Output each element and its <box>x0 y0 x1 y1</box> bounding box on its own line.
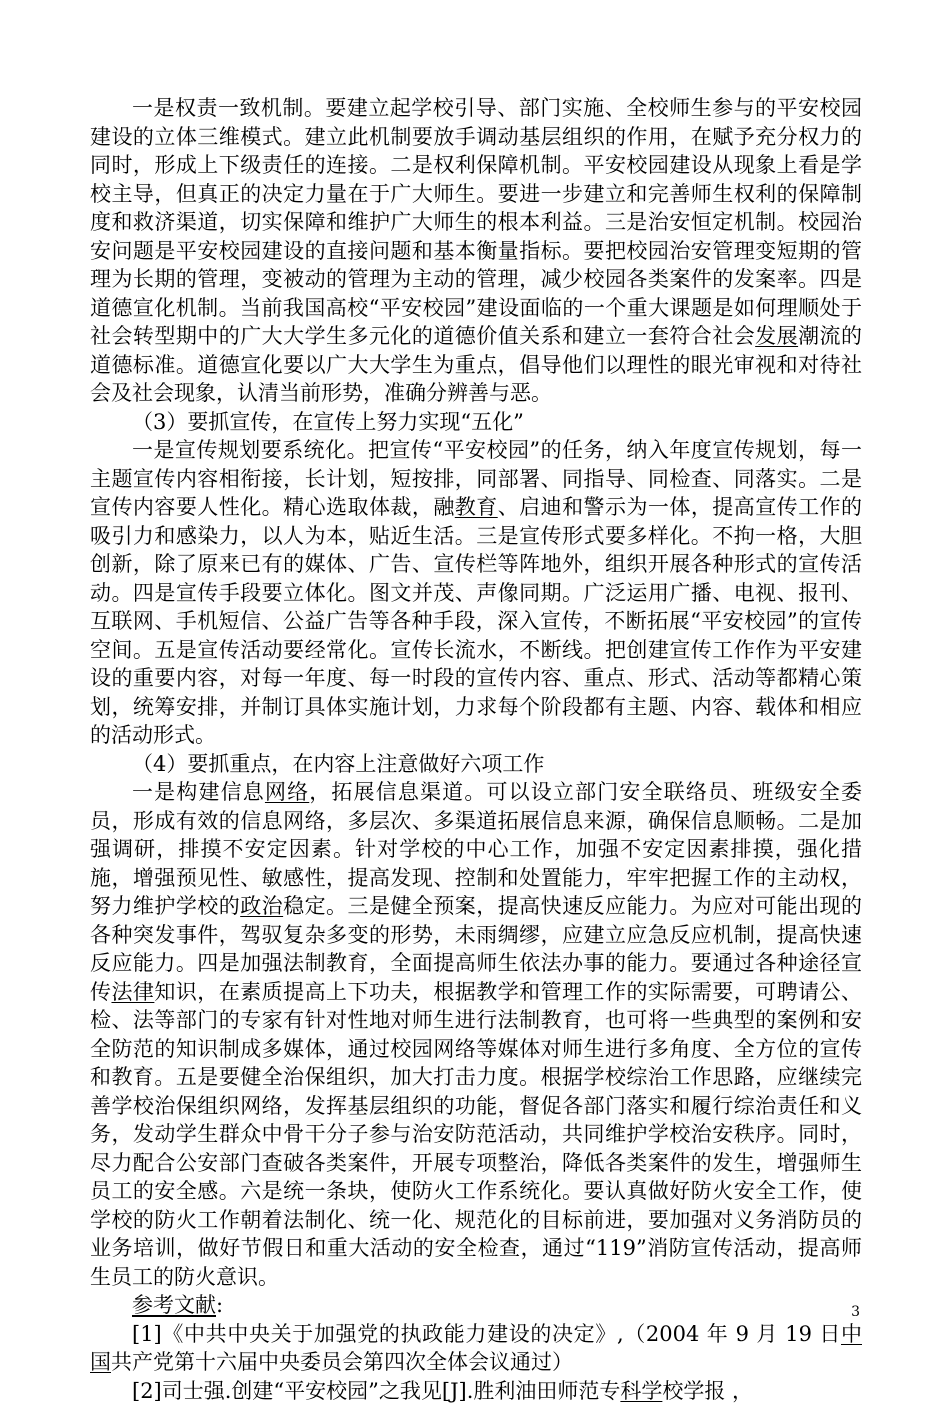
reference-item-2 <box>90 1377 862 1405</box>
heading-publicity: （3）要抓宣传，在宣传上努力实现“五化” <box>90 408 862 437</box>
link-education[interactable]: 教育 <box>455 495 498 519</box>
text-run: 知识，在素质提高上下功夫，根据教学和管理工作的实际需要，可聘请公、检、法等部门的专家有针对性地对师生进行法制教育，也可将一些典型的案例和安全防范的知识制成多媒体，通过校园网络等媒体对师生进行多角度、全方位的宣传和教育。五是要健全治保组织，加大打击力度。根据学校综治工作思路，应继续完善学校治保组织网络，发挥基层组织的功能，督促各部门落实和履行综治责任和义务，发动学生群众中骨干分子参与治安防范活动，共同维护学校治安秩序。同时，尽力配合公安部门查破各类案件，开展专项整治，降低各类案件的发生，增强师生员工的安全感。六是统一条块，使防火工作系统化。要认真做好防火安全工作，使学校的防火工作朝着法制化、统一化、规范化的目标前进，要加强对义务消防员的业务培训，做好节假日和重大活动的安全检查，通过“119”消防宣传活动，提高师生员工的防火意识。 <box>90 980 862 1289</box>
link-politics[interactable]: 政治 <box>240 894 283 918</box>
paragraph-publicity <box>90 436 862 750</box>
paragraph-mechanisms <box>90 94 862 408</box>
link-science[interactable]: 科学 <box>620 1379 662 1403</box>
link-law[interactable]: 法律 <box>111 980 154 1004</box>
references-heading <box>90 1291 862 1320</box>
text-run: [1]《中共中央关于加强党的执政能力建设的决定》,（2004 年 9 月 19 日 <box>132 1322 841 1346</box>
link-development[interactable]: 发展 <box>755 324 798 348</box>
text-run: 校学报 ， <box>662 1379 753 1403</box>
page-number: 3 <box>851 1304 860 1320</box>
text-run: 潮流的道德标准。道德宣化要以广大大学生为重点，倡导他们以理性的眼光审视和对待社会及社会现象，认清当前形势，准确分辨善与恶。 <box>90 324 862 405</box>
text-run: 一是权责一致机制。要建立起学校引导、部门实施、全校师生参与的平安校园建设的立体三维模式。建立此机制要放手调动基层组织的作用，在赋予充分权力的同时，形成上下级责任的连接。二是权利保障机制。平安校园建设从现象上看是学校主导，但真正的决定力量在于广大师生。要进一步建立和完善师生权利的保障制度和救济渠道，切实保障和维护广大师生的根本利益。三是治安恒定机制。校园治安问题是平安校园建设的直接问题和基本衡量指标。要把校园治安管理变短期的管理为长期的管理，变被动的管理为主动的管理，减少校园各类案件的发案率。四是道德宣化机制。当前我国高校“平安校园”建设面临的一个重大课题是如何理顺处于社会转型期中的广大大学生多元化的道德价值关系和建立一套符合社会 <box>90 96 862 348</box>
text-run: [2]司士强.创建“平安校园”之我见[J].胜利油田师范专 <box>132 1379 620 1403</box>
text-run: ，拓展信息渠道。可以设立部门安全联络员、班级安全委员，形成有效的信息网络，多层次、多渠道拓展信息来源，确保信息顺畅。二是加强调研，排摸不安定因素。针对学校的中心工作，加强不安定因素排摸，强化措施，增强预见性、敏感性，提高发现、控制和处置能力，牢牢把握工作的主动权，努力维护学校的 <box>90 780 862 918</box>
paragraph-six-tasks <box>90 778 862 1291</box>
reference-item-1 <box>90 1320 862 1377</box>
document-page <box>90 94 862 1405</box>
link-china[interactable]: 中国 <box>90 1322 862 1375</box>
text-run: : <box>216 1293 223 1317</box>
link-references[interactable]: 参考文献 <box>132 1293 216 1317</box>
link-network[interactable]: 网络 <box>265 780 309 804</box>
text-run: 共产党第十六届中央委员会第四次全体会议通过） <box>111 1350 573 1374</box>
text-run: 稳定。三是健全预案，提高快速反应能力。为应对可能出现的各种突发事件，驾驭复杂多变的形势，未雨绸缪，应建立应急反应机制，提高快速反应能力。四是加强法制教育，全面提高师生依法办事的能力。要通过各种途径宣传 <box>90 894 862 1004</box>
text-run: 、启迪和警示为一体，提高宣传工作的吸引力和感染力，以人为本，贴近生活。三是宣传形式要多样化。不拘一格，大胆创新，除了原来已有的媒体、广告、宣传栏等阵地外，组织开展各种形式的宣传活动。四是宣传手段要立体化。图文并茂、声像同期。广泛运用广播、电视、报刊、互联网、手机短信、公益广告等各种手段，深入宣传，不断拓展“平安校园”的宣传空间。五是宣传活动要经常化。宣传长流水，不断线。把创建宣传工作作为平安建设的重要内容，对每一年度、每一时段的宣传内容、重点、形式、活动等都精心策划，统筹安排，并制订具体实施计划，力求每个阶段都有主题、内容、载体和相应的活动形式。 <box>90 495 862 747</box>
text-run: 一是宣传规划要系统化。把宣传“平安校园”的任务，纳入年度宣传规划，每一主题宣传内容相衔接，长计划，短按排，同部署、同指导、同检查、同落实。二是宣传内容要人性化。精心选取体裁，融 <box>90 438 862 519</box>
text-run: 一是构建信息 <box>132 780 265 804</box>
heading-key-points: （4）要抓重点，在内容上注意做好六项工作 <box>90 750 862 779</box>
